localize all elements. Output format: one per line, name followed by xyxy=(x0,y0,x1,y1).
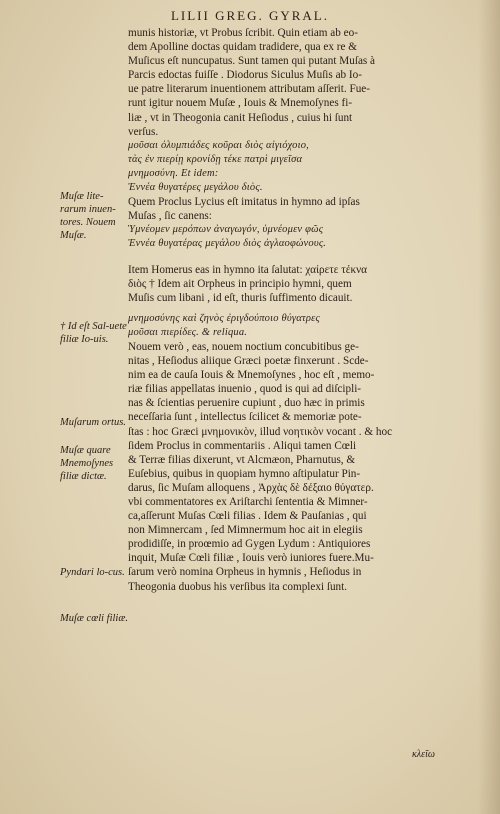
text-line: Muſis cum libani , id eſt, thuris ſuffimento dicauit. xyxy=(128,291,353,304)
text-line: ue patre literarum inuentionem attributam aſſerit. Fue- xyxy=(128,83,371,96)
text-line: Parcis edoctas fuiſſe . Diodorus Siculus Muſis ab Io- xyxy=(128,69,362,82)
text-line: neceſſaria ſunt , intellectus ſcilicet & memoriæ pote- xyxy=(128,411,362,424)
text-line: vbi commentatores ex Ariſtarchi ſententia & Mimner- xyxy=(128,496,368,508)
margin-note: Muſarum ortus. xyxy=(60,417,126,428)
text-line: Muſicus eſt nuncupatus. Sunt tamen qui putant Muſas à xyxy=(128,55,376,68)
text-line: inquit, Muſæ Cœli filiæ , Iouis verò iuniores fuere.Mu- xyxy=(128,552,374,565)
text-line: nas & ſcientias peruenire cupiunt , duo hæc in primis xyxy=(128,397,365,410)
text-line: ſtas : hoc Græci μνημονικὸν, illud νοητικὸν vocant . & hoc xyxy=(128,425,393,438)
page-edge-shadow xyxy=(478,0,500,814)
running-header: LILII GREG. GYRAL. xyxy=(170,8,330,23)
text-line: ſidem Proclus in commentariis . Aliqui tamen Cœli xyxy=(128,439,357,452)
greek-verse-line: μνημοσύνη. Et idem: xyxy=(128,167,219,179)
text-line: διὸς † Idem ait Orpheus in principio hymni, quem xyxy=(128,277,352,290)
text-line: munis historiæ, vt Probus ſcribit. Quin etiam ab eo- xyxy=(128,27,358,39)
text-line: liæ , vt in Theogonia canit Heſiodus , cuius hi ſunt xyxy=(128,111,353,124)
margin-note: Muſæ cœli filiæ. xyxy=(60,613,128,624)
margin-note: Muſæ quare Mnemoſynes filiæ dictæ. xyxy=(60,445,114,482)
margin-note: † Id eſt Sal-uete filiæ Io-uis. xyxy=(60,321,127,345)
margin-note: Muſæ lite-rarum inuen-tores. Nouem Muſæ. xyxy=(60,191,116,241)
text-line: ſarum verò nomina Orpheus in hymnis , Heſiodus in xyxy=(128,566,362,579)
text-line: runt igitur nouem Muſæ , Iouis & Mnemoſynes fi- xyxy=(128,97,353,110)
text-line: dem Apolline doctas quidam tradidere, qua ex re & xyxy=(128,41,357,54)
text-line: Muſas , ſic canens: xyxy=(128,210,212,223)
text-line: Item Homerus eas in hymno ita ſalutat: χαίρετε τέκνα xyxy=(128,263,368,276)
text-line: riæ filias appellatas inuenio , quod is qui ad diſcipli- xyxy=(128,383,362,396)
text-line: Quem Proclus Lycius eſt imitatus in hymno ad ipſas xyxy=(128,196,360,209)
catchword: κλεῖω xyxy=(412,749,435,760)
text-line: verſus. xyxy=(128,125,159,138)
text-line: non Mimnercam , ſed Mimnermum hoc ait in elegiis xyxy=(128,524,363,537)
greek-verse-line: μνημοσύνης καὶ ζηνὸς ἐριγδούποιο θύγατρες xyxy=(128,312,320,324)
text-line: Theogonia duobus his verſibus ita complexi ſunt. xyxy=(128,580,348,593)
greek-verse-line: Ἐννέα θυγατέρας μεγάλου διὸς ἀγλαοφώνους. xyxy=(128,238,327,250)
greek-verse-line: Ὑμνέομεν μερόπων ἀναγωγόν, ὑμνέομεν φῶς xyxy=(128,224,324,236)
greek-verse-line: μοῦσαι πιερίδες. & reliqua. xyxy=(128,326,248,338)
text-line: nim ea de cauſa Iouis & Mnemoſynes , hoc eſt , memo- xyxy=(128,369,375,382)
greek-verse-line: μοῦσαι ὀλυμπιάδες κοῦραι διὸς αἰγιόχοιο, xyxy=(128,139,309,151)
text-line: nitas , Heſiodus aliique Græci poetæ finxerunt . Scde- xyxy=(128,355,369,368)
greek-verse-line: τὰς ἐν πιερίῃ κρονίδῃ τέκε πατρὶ μιγεῖσα xyxy=(128,153,303,165)
text-line: Euſebius, quibus in quopiam hymno aſtipulatur Pin- xyxy=(128,467,361,480)
text-line: ca,aſſerunt Muſas Cœli filias . Idem & Pauſanias , qui xyxy=(128,510,367,523)
text-line: darus, ſic Muſam alloquens , Ἀρχὰς δὲ δέξαιο θύγατερ. xyxy=(128,481,374,494)
text-line: Nouem verò , eas, nouem noctium concubitibus ge- xyxy=(128,340,359,353)
greek-verse-line: Ἐννέα θυγατέρες μεγάλου διὸς. xyxy=(128,182,263,194)
margin-note: Pyndari lo-cus. xyxy=(60,567,125,578)
text-line: prodidiſſe, in proœmio ad Gygen Lydum : Antiquiores xyxy=(128,538,371,551)
main-text-block xyxy=(128,26,454,594)
text-line: & Terræ filias dixerunt, vt Alcmæon, Pharnutus, & xyxy=(128,453,356,466)
